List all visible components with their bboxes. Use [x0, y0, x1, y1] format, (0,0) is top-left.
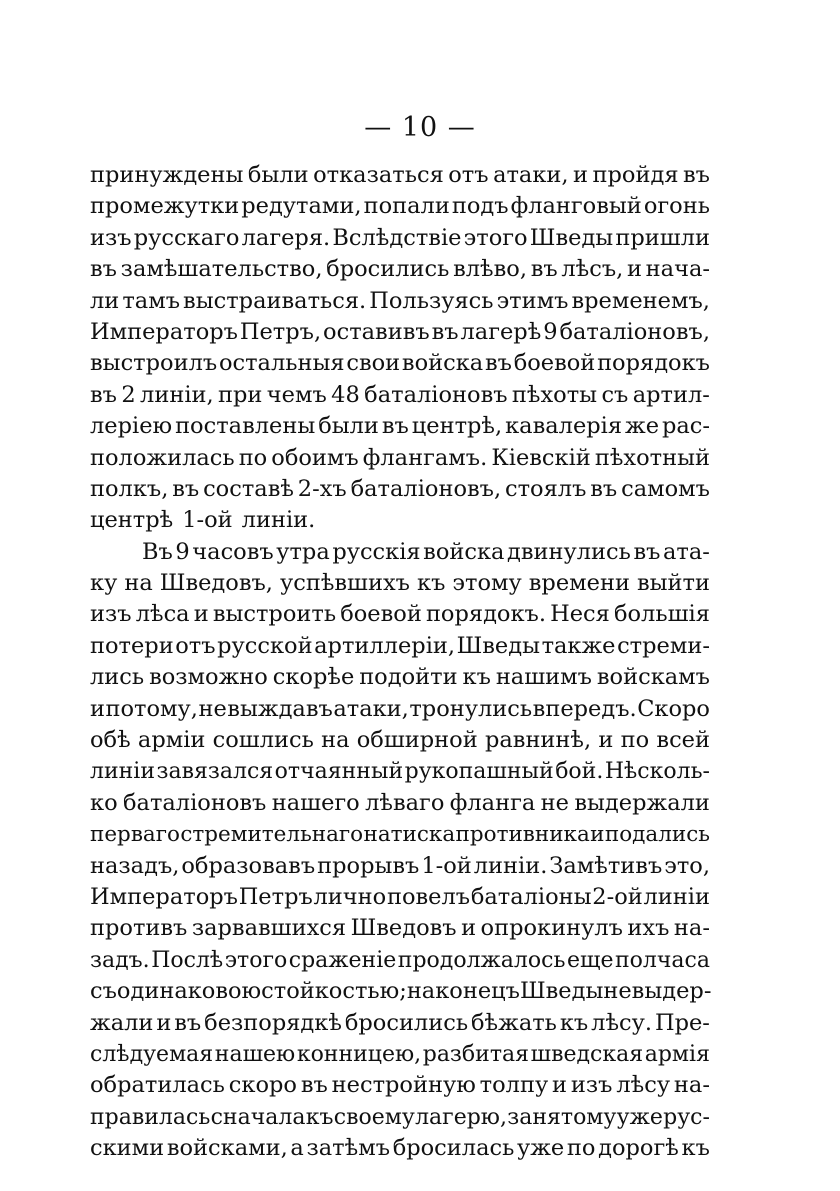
text-line: положилась по обоимъ флангамъ. Кіевскій пѣхотный — [90, 444, 710, 471]
text-line: съ одинаковою стойкостью; наконецъ Шведы не выдер- — [90, 978, 712, 1005]
text-line: изъ лѣса и выстроить боевой порядокъ. Неся большія — [90, 601, 710, 628]
text-line: скими войсками, а затѣмъ бросилась уже по дорогѣ къ — [90, 1135, 710, 1162]
text-line: леріею поставлены были въ центрѣ, кавалерія же рас- — [90, 413, 710, 440]
text-line: промежутки редутами, попали подъ фланговый огонь — [90, 193, 710, 220]
text-line: жали и въ безпорядкѣ бросились бѣжать къ лѣсу. Пре- — [90, 1009, 710, 1036]
text-line: назадъ, образовавъ прорывъ 1-ой линіи. Замѣтивъ это, — [90, 852, 710, 879]
text-line: потери отъ русской артиллеріи, Шведы также стреми- — [90, 632, 710, 659]
text-line: Въ 9 часовъ утра русскія войска двинулись въ ата- — [142, 538, 710, 565]
text-line: обѣ арміи сошлись на обширной равнинѣ, и по всей — [90, 727, 710, 754]
text-line: Императоръ Петръ, оставивъ въ лагерѣ 9 баталіоновъ, — [90, 318, 710, 345]
text-line: въ замѣшательство, бросились влѣво, въ лѣсъ, и нача- — [90, 256, 710, 283]
text-line: лись возможно скорѣе подойти къ нашимъ войскамъ — [90, 664, 710, 691]
text-line: и потому, не выждавъ атаки, тронулись впередъ. Скоро — [90, 695, 710, 722]
text-line: перваго стремительнаго натиска противника и подались — [90, 822, 710, 848]
text-line: центрѣ 1-ой линіи. — [90, 507, 316, 534]
text-line: задъ. Послѣ этого сраженіе продолжалось еще полчаса — [90, 947, 710, 973]
text-line: линіи завязался отчаянный рукопашный бой. Нѣсколь- — [90, 759, 710, 785]
text-line: Императоръ Петръ лично повелъ баталіоны 2-ой линіи — [90, 883, 710, 910]
body-text — [90, 160, 710, 1165]
text-line: полкъ, въ составѣ 2-хъ баталіоновъ, стоялъ въ самомъ — [90, 475, 710, 502]
text-line: правилась сначала къ своему лагерю, занятому уже рус- — [90, 1104, 710, 1130]
text-line: принуждены были отказаться отъ атаки, и пройдя въ — [90, 162, 710, 188]
text-line: изъ русскаго лагеря. Вслѣдствіе этого Шведы пришли — [90, 224, 710, 251]
text-line: въ 2 линіи, при чемъ 48 баталіоновъ пѣхоты съ артил- — [90, 381, 710, 408]
text-line: ко баталіоновъ нашего лѣваго фланга не выдержали — [90, 789, 710, 816]
text-line: противъ зарвавшихся Шведовъ и опрокинулъ ихъ на- — [90, 915, 710, 942]
page-number: — 10 — — [364, 112, 476, 143]
text-line: ли тамъ выстраиваться. Пользуясь этимъ временемъ, — [90, 287, 710, 314]
text-line: обратилась скоро въ нестройную толпу и изъ лѣсу на- — [90, 1072, 710, 1099]
text-line: слѣдуемая нашею конницею, разбитая шведская армія — [90, 1041, 710, 1067]
text-line: ку на Шведовъ, успѣвшихъ къ этому времени выйти — [90, 570, 710, 597]
text-line: выстроилъ остальныя свои войска въ боевой порядокъ — [90, 350, 710, 377]
